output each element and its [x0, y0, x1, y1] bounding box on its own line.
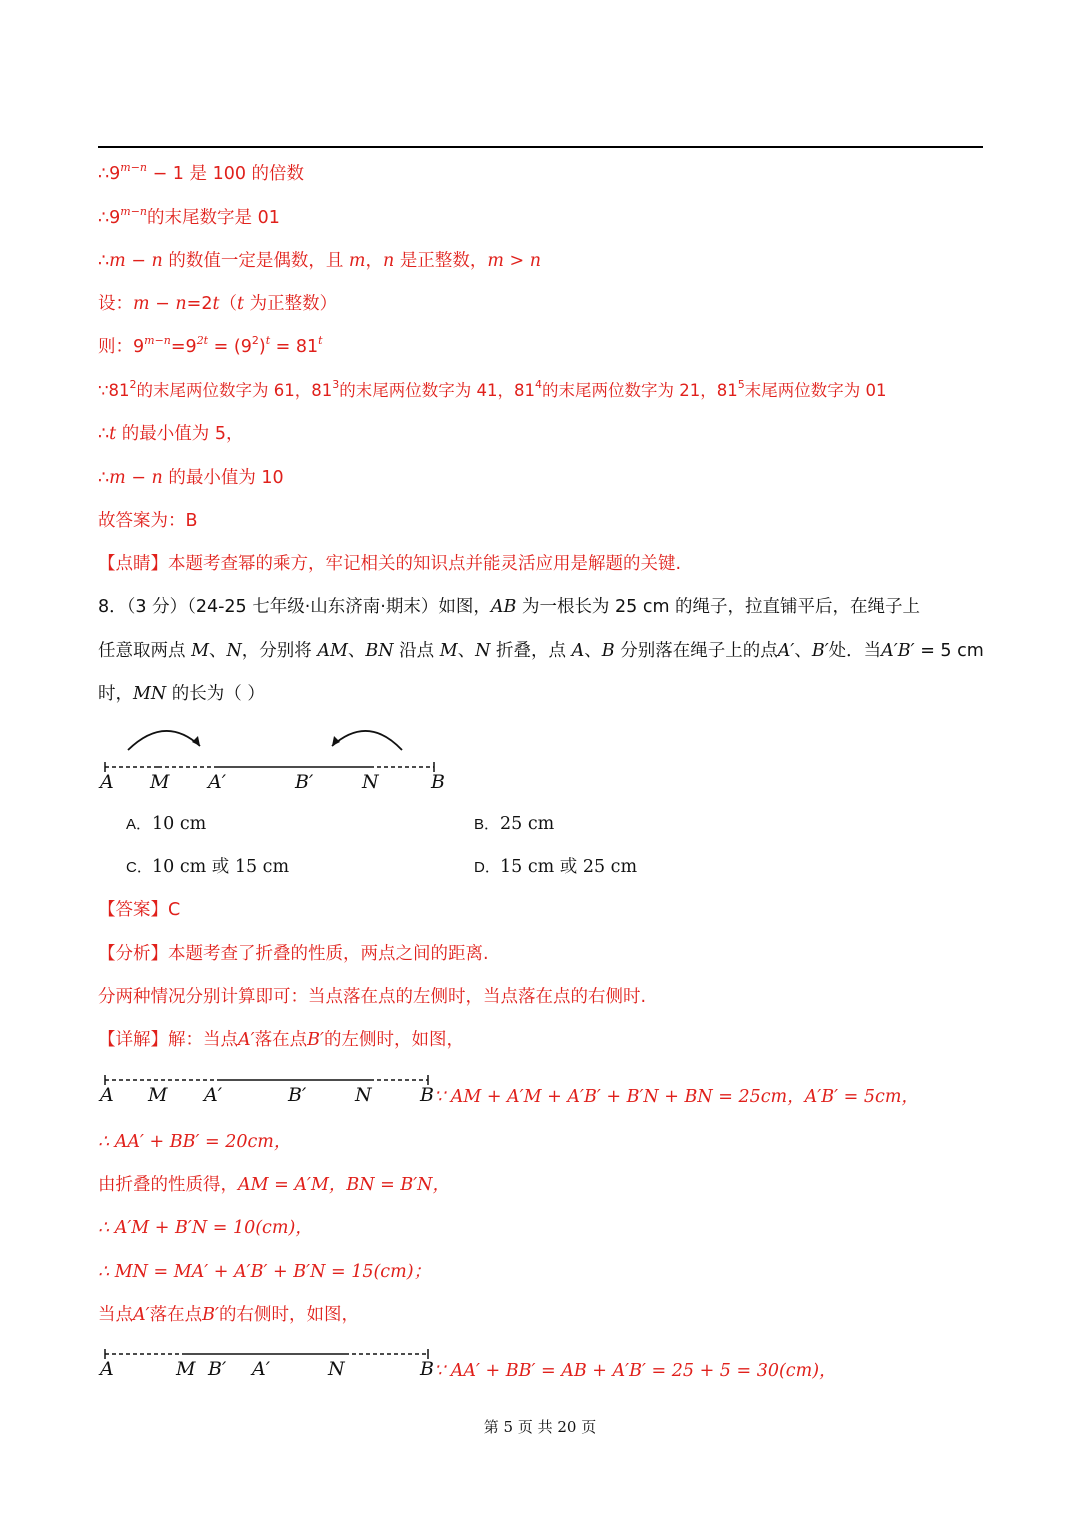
option-c[interactable]: C．10 cm 或 15 cm [126, 857, 290, 877]
analysis-line-2: 分两种情况分别计算即可：当点落在点的左侧时，当点落在点的右侧时. [98, 987, 647, 1007]
label-n: N [328, 1358, 345, 1380]
label-a: A [100, 1084, 114, 1106]
label-a-prime: A′ [252, 1358, 271, 1380]
label-b-prime: B′ [295, 771, 314, 793]
commentary-line: 【点睛】本题考查幂的乘方，牢记相关的知识点并能灵活应用是解题的关键. [98, 554, 682, 574]
page-footer: 第 5 页 共 20 页 [483, 1418, 597, 1436]
fold-arrow-left [128, 731, 200, 750]
solution-line-2: $\therefore 9^{m-n}$的末尾数字是 01 [98, 205, 280, 228]
solution-line-1: $\therefore 9^{m-n} - 1$ 是 100 的倍数 [98, 161, 305, 184]
solution-line-4: 设：m − n=2t（t 为正整数） [98, 294, 338, 314]
answer-tag: 【答案】C [98, 900, 181, 920]
equation-6: ∵ AA′ + BB′ = AB + A′B′ = 25 + 5 = 30(cm)， [434, 1361, 837, 1381]
option-b[interactable]: B．25 cm [474, 814, 555, 834]
equation-4: ∴ A′M + B′N = 10(cm)， [98, 1218, 313, 1238]
question-line-1: 8．（3 分）（24-25 七年级·山东济南·期末）如图，AB 为一根长为 25 cm 的绳子，拉直铺平后，在绳子上 [98, 597, 921, 617]
case1-figure [100, 1068, 440, 1108]
solution-line-6: $\because 81^2$的末尾两位数字为 61，$81^3$的末尾两位数字为 41，$81^4$的末尾两位数字为 21，$81^5$末尾两位数字为 01 [98, 378, 887, 400]
label-a: A [100, 1358, 114, 1380]
option-d[interactable]: D．15 cm 或 25 cm [474, 857, 638, 877]
label-a-prime: A′ [204, 1084, 223, 1106]
label-b: B [420, 1358, 434, 1380]
label-m: M [150, 771, 170, 793]
option-a[interactable]: A．10 cm [126, 814, 207, 834]
question-line-2: 任意取两点 M、N，分别将 AM、BN 沿点 M、N 折叠，点 A、B 分别落在绳子上的点A′、B′处．当A′B′ = 5 cm [98, 641, 984, 661]
fold-arrow-right [332, 731, 402, 750]
label-a-prime: A′ [208, 771, 227, 793]
header-rule [98, 146, 983, 148]
label-b-prime: B′ [288, 1084, 307, 1106]
case2-figure [100, 1342, 440, 1382]
question-line-3: 时，MN 的长为（ ） [98, 684, 265, 704]
equation-1: ∵ AM + A′M + A′B′ + B′N + BN = 25cm，A′B′ = 5cm， [434, 1087, 919, 1107]
label-m: M [176, 1358, 196, 1380]
label-n: N [355, 1084, 372, 1106]
answer-line: 故答案为：B [98, 511, 198, 531]
solution-line-5: 则：$9^{m-n}=9^{2t} = (9^2)^t = 81^t$ [98, 334, 323, 357]
solution-line-7: ∴t 的最小值为 5， [98, 424, 244, 444]
label-b-prime: B′ [208, 1358, 227, 1380]
solution-line-3: ∴m − n 的数值一定是偶数，且 m，n 是正整数，m > n [98, 251, 542, 271]
label-b: B [420, 1084, 434, 1106]
label-n: N [362, 771, 379, 793]
label-b: B [431, 771, 445, 793]
equation-5: ∴ MN = MA′ + A′B′ + B′N = 15(cm)； [98, 1262, 432, 1282]
solution-line-8: ∴m − n 的最小值为 10 [98, 468, 284, 488]
label-a: A [100, 771, 114, 793]
equation-3: 由折叠的性质得，AM = A′M，BN = B′N， [98, 1175, 450, 1195]
equation-2: ∴ AA′ + BB′ = 20cm， [98, 1132, 292, 1152]
detail-line: 【详解】解：当点A′落在点B′的左侧时，如图， [98, 1030, 464, 1050]
fold-figure [100, 722, 450, 794]
analysis-line: 【分析】本题考查了折叠的性质，两点之间的距离. [98, 944, 489, 964]
case2-line: 当点A′落在点B′的右侧时，如图， [98, 1305, 359, 1325]
label-m: M [148, 1084, 168, 1106]
